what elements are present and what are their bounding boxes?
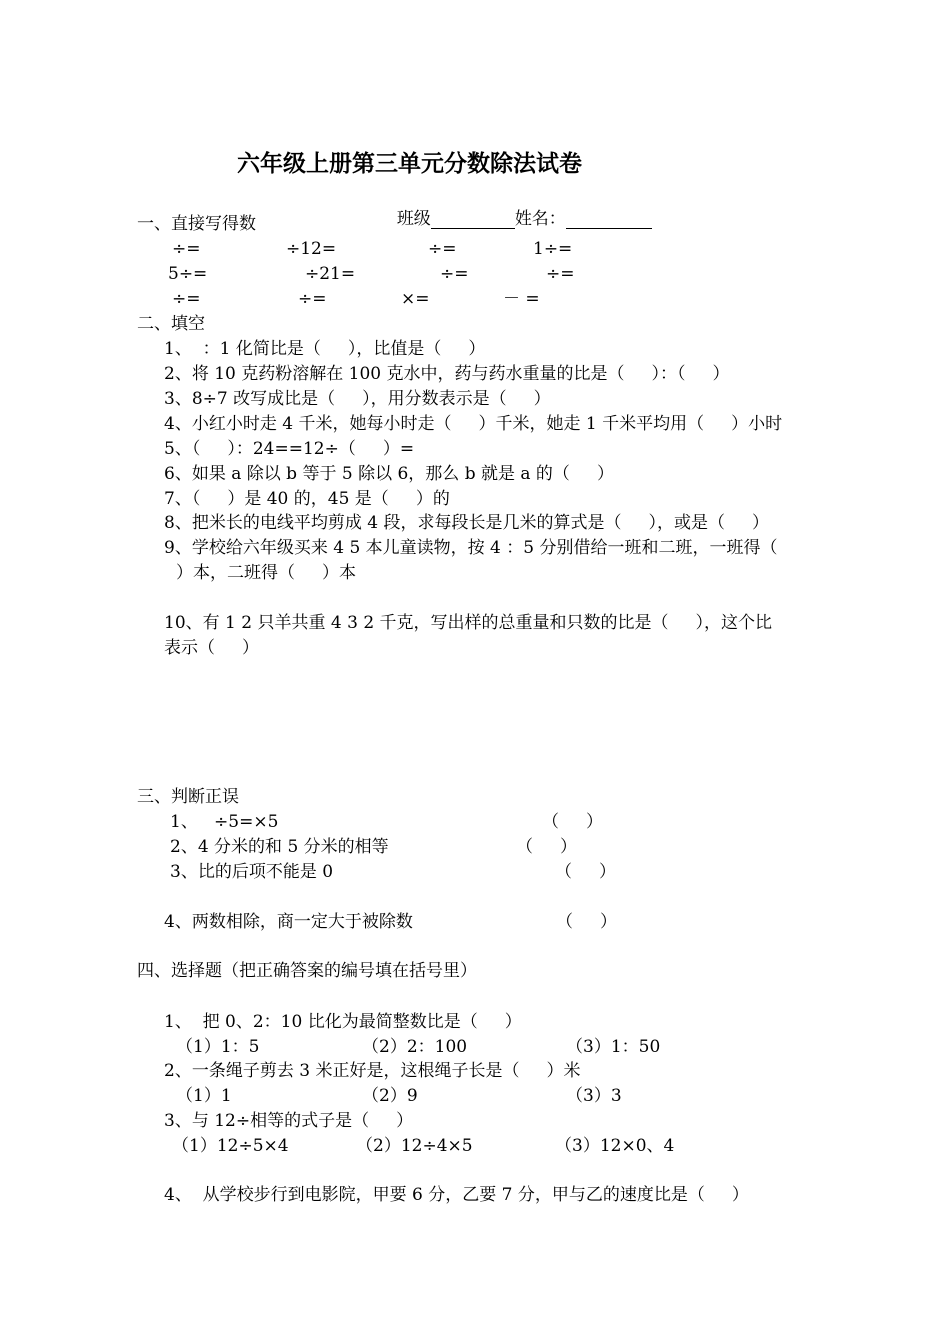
choice-option: （2）2：100	[362, 1037, 468, 1057]
fill-item: 5、（ ）：24==12÷（ ）=	[164, 439, 415, 459]
class-label: 班级	[396, 209, 431, 229]
calc-item: 1÷=	[533, 239, 573, 259]
judge-paren: （ ）	[542, 812, 604, 832]
calc-item: ÷=	[298, 289, 327, 309]
name-label: 姓名：	[514, 209, 566, 229]
choice-option: （2）12÷4×5	[356, 1136, 473, 1156]
judge-item: 1、 ÷5=×5	[170, 812, 279, 832]
section-3-heading: 三、判断正误	[137, 787, 239, 807]
section-1-heading: 一、直接写得数	[137, 214, 256, 234]
page-title: 六年级上册第三单元分数除法试卷	[237, 150, 582, 177]
choice-question: 2、一条绳子剪去 3 米正好是，这根绳子长是（ ）米	[164, 1061, 581, 1081]
fill-item-continued: 表示（ ）	[164, 638, 260, 658]
judge-item: 3、比的后项不能是 0	[170, 862, 334, 882]
fill-item: 9、学校给六年级买来 4 5 本儿童读物，按 4 ：5 分别借给一班和二班，一班得（	[164, 538, 778, 558]
choice-option: （1）1	[176, 1086, 232, 1106]
calc-item: ÷12=	[286, 239, 337, 259]
calc-item: ÷=	[172, 289, 201, 309]
fill-item: 6、如果 a 除以 b 等于 5 除以 6，那么 b 就是 a 的（ ）	[164, 464, 614, 484]
judge-paren: （ ）	[556, 912, 618, 932]
choice-option: （1）12÷5×4	[172, 1136, 289, 1156]
calc-item: ×=	[401, 289, 430, 309]
judge-paren: （ ）	[555, 862, 617, 882]
choice-question: 1、 把 0、2：10 比化为最简整数比是（ ）	[164, 1012, 522, 1032]
calc-item: ÷=	[428, 239, 457, 259]
calc-item: ÷21=	[305, 264, 356, 284]
section-4-heading: 四、选择题（把正确答案的编号填在括号里）	[137, 961, 477, 981]
calc-item: 5÷=	[168, 264, 208, 284]
student-info	[386, 189, 652, 229]
calc-item: ÷=	[440, 264, 469, 284]
choice-option: （1）1：5	[176, 1037, 260, 1057]
fill-item: 8、把米长的电线平均剪成 4 段，求每段长是几米的算式是（ ），或是（ ）	[164, 513, 769, 533]
fill-item: 1、 ：1 化简比是（ ），比值是（ ）	[164, 339, 486, 359]
fill-item: 2、将 10 克药粉溶解在 100 克水中，药与药水重量的比是（ ）：（ ）	[164, 364, 730, 384]
fill-item-continued: ）本，二班得（ ）本	[176, 563, 357, 583]
choice-question: 4、 从学校步行到电影院，甲要 6 分，乙要 7 分，甲与乙的速度比是（ ）	[164, 1185, 749, 1205]
section-2-heading: 二、填空	[137, 314, 205, 334]
fill-item: 4、小红小时走 4 千米，她每小时走（ ）千米，她走 1 千米平均用（ ）小时	[164, 414, 783, 434]
choice-option: （3）12×0、4	[555, 1136, 675, 1156]
choice-question: 3、与 12÷相等的式子是（ ）	[164, 1111, 414, 1131]
fill-item: 7、（ ）是 40 的，45 是（ ）的	[164, 489, 450, 509]
judge-item: 4、两数相除，商一定大于被除数	[164, 912, 413, 932]
choice-option: （3）3	[566, 1086, 622, 1106]
judge-paren: （ ）	[516, 837, 578, 857]
choice-option: （2）9	[362, 1086, 418, 1106]
calc-item: － =	[503, 289, 540, 309]
choice-option: （3）1：50	[566, 1037, 661, 1057]
name-blank	[566, 211, 652, 229]
calc-item: ÷=	[172, 239, 201, 259]
class-blank	[431, 211, 515, 229]
fill-item: 10、有 1 2 只羊共重 4 3 2 千克，写出样的总重量和只数的比是（ ），这个比	[164, 613, 773, 633]
judge-item: 2、4 分米的和 5 分米的相等	[170, 837, 389, 857]
calc-item: ÷=	[546, 264, 575, 284]
fill-item: 3、8÷7 改写成比是（ ），用分数表示是（ ）	[164, 389, 551, 409]
